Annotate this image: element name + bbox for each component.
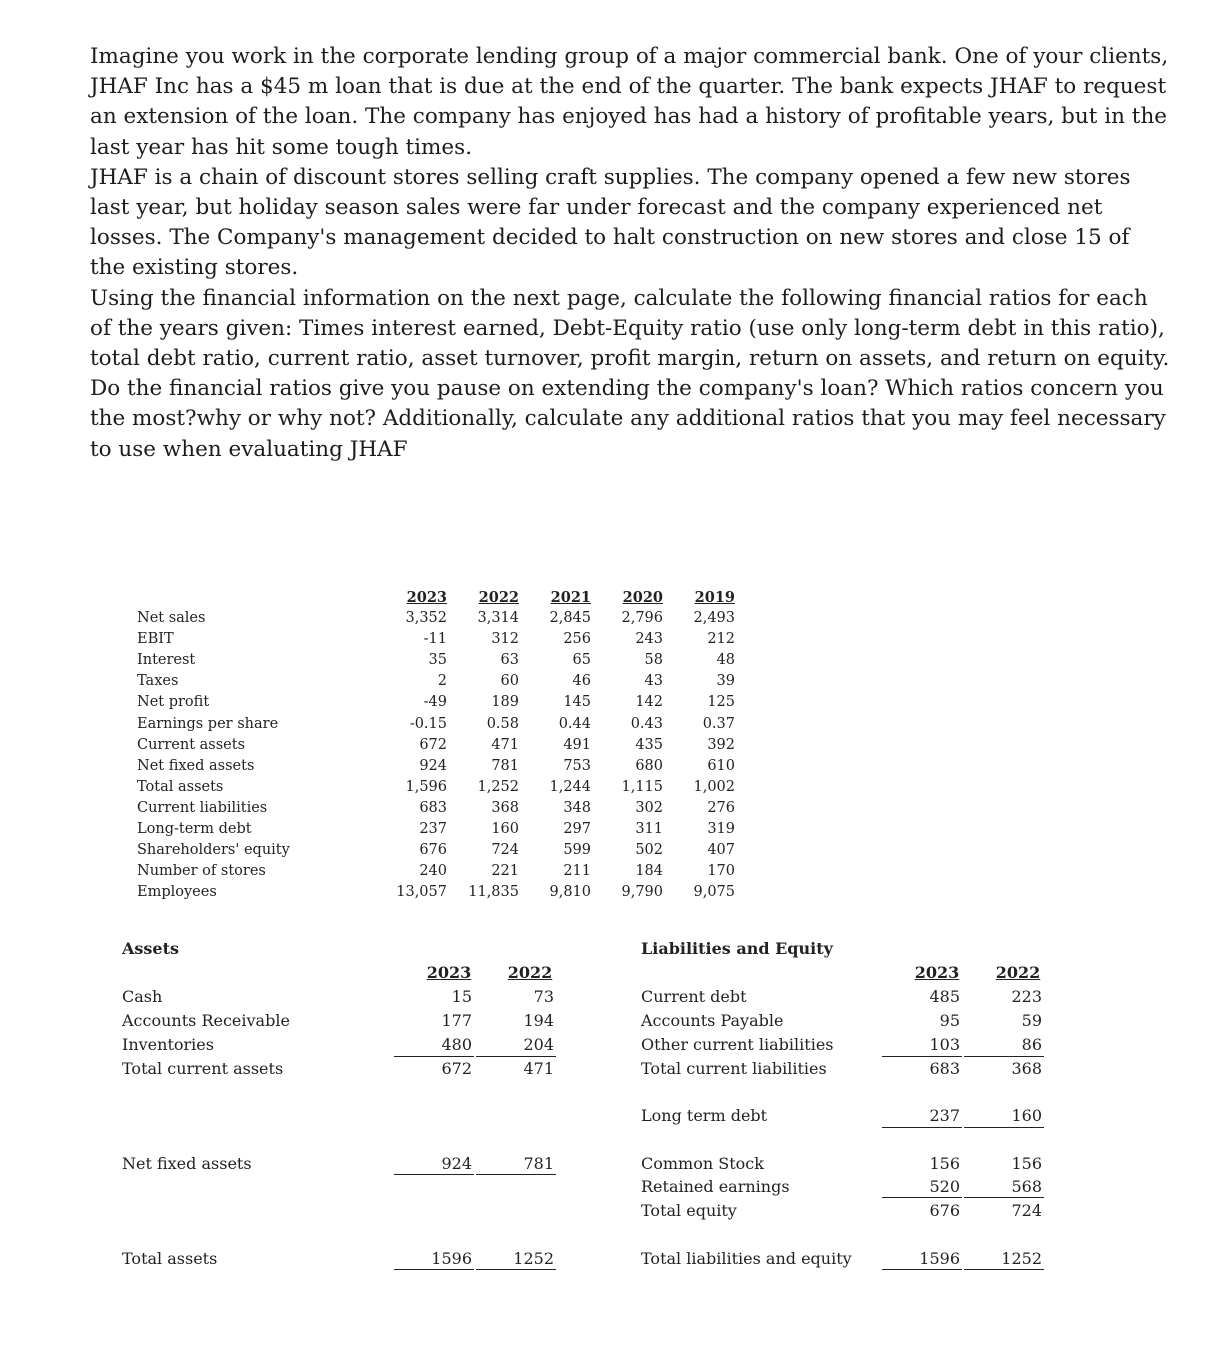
total-assets-2023: 1596: [431, 1249, 472, 1268]
summary-row-label: Earnings per share: [137, 716, 279, 732]
total-equity-2023: 676: [929, 1201, 960, 1220]
summary-cell: 297: [563, 821, 591, 837]
summary-cell: 170: [707, 863, 735, 879]
summary-cell: 9,810: [549, 884, 591, 900]
inventories-label: Inventories: [122, 1035, 214, 1054]
cash-2022: 73: [533, 987, 554, 1006]
common-stock-2023: 156: [929, 1154, 960, 1173]
summary-cell: 0.37: [702, 716, 735, 732]
underline: [882, 1197, 962, 1198]
summary-year-header: 2023: [406, 589, 447, 606]
summary-cell: 2: [437, 673, 447, 689]
summary-cell: 125: [707, 694, 735, 710]
liabilities-year-header: 2023: [914, 963, 960, 982]
summary-year-header: 2019: [694, 589, 735, 606]
total-current-assets-label: Total current assets: [122, 1059, 284, 1078]
assets-year-header: 2022: [507, 963, 553, 982]
total-current-liabilities-2022: 368: [1011, 1059, 1042, 1078]
total-current-assets-2023: 672: [441, 1059, 472, 1078]
total-current-liabilities-label: Total current liabilities: [641, 1059, 827, 1078]
current-debt-label: Current debt: [641, 987, 747, 1006]
summary-cell: 781: [491, 758, 519, 774]
assets-heading: Assets: [122, 939, 180, 958]
total-assets-2022: 1252: [513, 1249, 554, 1268]
summary-row-label: Current liabilities: [137, 800, 268, 816]
summary-cell: 145: [563, 694, 591, 710]
summary-cell: 753: [563, 758, 591, 774]
summary-year-header: 2020: [622, 589, 663, 606]
summary-cell: 256: [563, 631, 591, 647]
summary-cell: 160: [491, 821, 519, 837]
summary-cell: 9,790: [621, 884, 663, 900]
summary-cell: 39: [716, 673, 735, 689]
intro-text: [90, 42, 1170, 465]
liabilities-year-header: 2022: [995, 963, 1041, 982]
summary-cell: 319: [707, 821, 735, 837]
other-current-liabilities-label: Other current liabilities: [641, 1035, 834, 1054]
summary-cell: 11,835: [468, 884, 519, 900]
total-current-assets-2022: 471: [523, 1059, 554, 1078]
assets-year-header: 2023: [426, 963, 472, 982]
other-current-liabilities-2022: 86: [1021, 1035, 1042, 1054]
accounts-receivable-2023: 177: [441, 1011, 472, 1030]
summary-cell: 2,796: [621, 610, 663, 626]
net-fixed-assets-2022: 781: [523, 1154, 554, 1173]
underline: [964, 1056, 1044, 1057]
summary-cell: 189: [491, 694, 519, 710]
underline: [882, 1127, 962, 1128]
summary-cell: 243: [635, 631, 663, 647]
accounts-receivable-label: Accounts Receivable: [122, 1011, 290, 1030]
summary-cell: -49: [423, 694, 447, 710]
summary-cell: 211: [563, 863, 591, 879]
accounts-receivable-2022: 194: [523, 1011, 554, 1030]
summary-row-label: EBIT: [137, 631, 174, 647]
underline: [882, 1056, 962, 1057]
summary-cell: 392: [707, 737, 735, 753]
summary-cell: 276: [707, 800, 735, 816]
summary-year-header: 2022: [478, 589, 519, 606]
summary-cell: 3,314: [477, 610, 519, 626]
long-term-debt-2022: 160: [1011, 1106, 1042, 1125]
summary-cell: 13,057: [396, 884, 447, 900]
summary-cell: 348: [563, 800, 591, 816]
summary-row-label: Net fixed assets: [137, 758, 255, 774]
underline: [964, 1127, 1044, 1128]
summary-cell: 676: [419, 842, 447, 858]
summary-cell: 1,115: [621, 779, 663, 795]
summary-cell: 312: [491, 631, 519, 647]
summary-cell: 502: [635, 842, 663, 858]
summary-cell: 302: [635, 800, 663, 816]
summary-cell: 407: [707, 842, 735, 858]
total-equity-label: Total equity: [641, 1201, 737, 1220]
summary-cell: 60: [500, 673, 519, 689]
summary-cell: 63: [500, 652, 519, 668]
net-fixed-assets-label: Net fixed assets: [122, 1154, 252, 1173]
net-fixed-assets-2023: 924: [441, 1154, 472, 1173]
inventories-2022: 204: [523, 1035, 554, 1054]
summary-row-label: Current assets: [137, 737, 246, 753]
summary-cell: -11: [423, 631, 447, 647]
summary-cell: 3,352: [405, 610, 447, 626]
summary-cell: 311: [635, 821, 663, 837]
summary-cell: 48: [716, 652, 735, 668]
summary-cell: 65: [572, 652, 591, 668]
underline: [476, 1056, 556, 1057]
accounts-payable-2023: 95: [939, 1011, 960, 1030]
liabilities-equity-heading: Liabilities and Equity: [641, 939, 833, 958]
total-equity-2022: 724: [1011, 1201, 1042, 1220]
summary-cell: 724: [491, 842, 519, 858]
summary-cell: 9,075: [693, 884, 735, 900]
summary-row-label: Net profit: [137, 694, 210, 710]
intro-paragraph-1: Imagine you work in the corporate lending group of a major commercial bank. One of your clients, JHAF Inc has a $45 m loan that is due at the end of the quarter. The bank expects JHAF to request an extension of the loan. The company has enjoyed has had a history of profitable years, but in the last year has hit some tough times.: [90, 44, 1169, 160]
summary-cell: 58: [644, 652, 663, 668]
summary-cell: 221: [491, 863, 519, 879]
long-term-debt-label: Long term debt: [641, 1106, 768, 1125]
retained-earnings-2022: 568: [1011, 1177, 1042, 1196]
intro-paragraph-2: JHAF is a chain of discount stores selling craft supplies. The company opened a few new stores last year, but holiday season sales were far under forecast and the company experienced net losses. The Company's management decided to halt construction on new stores and close 15 of the existing stores.: [90, 164, 1131, 281]
summary-cell: 46: [572, 673, 591, 689]
summary-row-label: Interest: [137, 652, 196, 668]
summary-cell: 368: [491, 800, 519, 816]
other-current-liabilities-2023: 103: [929, 1035, 960, 1054]
summary-cell: 2,845: [549, 610, 591, 626]
total-current-liabilities-2023: 683: [929, 1059, 960, 1078]
summary-cell: 680: [635, 758, 663, 774]
summary-cell: 610: [707, 758, 735, 774]
summary-cell: 435: [635, 737, 663, 753]
cash-2023: 15: [451, 987, 472, 1006]
summary-cell: 212: [707, 631, 735, 647]
summary-cell: 1,244: [549, 779, 591, 795]
retained-earnings-label: Retained earnings: [641, 1177, 790, 1196]
summary-row-label: Employees: [137, 884, 217, 900]
summary-row-label: Long-term debt: [137, 821, 252, 837]
total-assets-label: Total assets: [122, 1249, 218, 1268]
summary-cell: 237: [419, 821, 447, 837]
underline: [394, 1056, 474, 1057]
underline: [394, 1269, 474, 1270]
summary-cell: 491: [563, 737, 591, 753]
underline: [964, 1197, 1044, 1198]
summary-year-header: 2021: [550, 589, 591, 606]
accounts-payable-2022: 59: [1021, 1011, 1042, 1030]
underline: [964, 1269, 1044, 1270]
current-debt-2023: 485: [929, 987, 960, 1006]
common-stock-2022: 156: [1011, 1154, 1042, 1173]
summary-cell: -0.15: [409, 716, 447, 732]
summary-cell: 1,252: [477, 779, 519, 795]
summary-cell: 35: [428, 652, 447, 668]
summary-cell: 0.43: [630, 716, 663, 732]
summary-cell: 142: [635, 694, 663, 710]
total-liabilities-equity-2022: 1252: [1001, 1249, 1042, 1268]
summary-cell: 0.58: [486, 716, 519, 732]
intro-paragraph-3: Using the financial information on the next page, calculate the following financial ratios for each of the years given: Times interest earned, Debt-Equity ratio (use only long-term debt in this ratio), total debt ratio, current ratio, asset turnover, profit margin, return on assets, and return on equity. Do the financial ratios give you pause on extending the company's loan? Which ratios concern you the most?why or why not? Additionally, calculate any additional ratios that you may feel necessary to use when evaluating JHAF: [90, 285, 1170, 462]
summary-row-label: Taxes: [137, 673, 179, 689]
summary-row-label: Total assets: [137, 779, 224, 795]
underline: [476, 1269, 556, 1270]
summary-cell: 471: [491, 737, 519, 753]
cash-label: Cash: [122, 987, 163, 1006]
total-liabilities-equity-label: Total liabilities and equity: [641, 1249, 852, 1268]
summary-row-label: Shareholders' equity: [137, 842, 290, 858]
summary-cell: 43: [644, 673, 663, 689]
summary-cell: 240: [419, 863, 447, 879]
summary-cell: 1,002: [693, 779, 735, 795]
summary-cell: 924: [419, 758, 447, 774]
underline: [476, 1174, 556, 1175]
summary-cell: 672: [419, 737, 447, 753]
summary-cell: 2,493: [693, 610, 735, 626]
retained-earnings-2023: 520: [929, 1177, 960, 1196]
accounts-payable-label: Accounts Payable: [641, 1011, 784, 1030]
inventories-2023: 480: [441, 1035, 472, 1054]
common-stock-label: Common Stock: [641, 1154, 764, 1173]
current-debt-2022: 223: [1011, 987, 1042, 1006]
underline: [394, 1174, 474, 1175]
summary-cell: 683: [419, 800, 447, 816]
summary-cell: 599: [563, 842, 591, 858]
summary-cell: 184: [635, 863, 663, 879]
summary-cell: 1,596: [405, 779, 447, 795]
summary-cell: 0.44: [558, 716, 591, 732]
summary-row-label: Number of stores: [137, 863, 266, 879]
long-term-debt-2023: 237: [929, 1106, 960, 1125]
summary-row-label: Net sales: [137, 610, 206, 626]
total-liabilities-equity-2023: 1596: [919, 1249, 960, 1268]
underline: [882, 1269, 962, 1270]
